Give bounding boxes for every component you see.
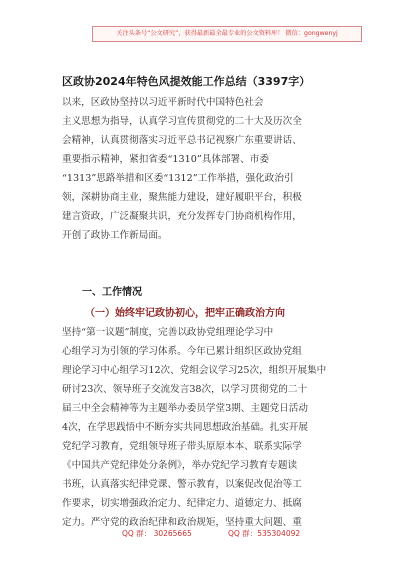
footer-qq-group-right: QQ 群：535304092: [228, 529, 301, 538]
body-line: 党纪学习教育，党组领导班子带头原原本本、联系实际学: [62, 441, 302, 452]
intro-line: 以来，区政协坚持以习近平新时代中国特色社会: [62, 97, 264, 108]
body-line: 研讨23次、领导班子交流发言38次，以学习贯彻党的二十: [62, 384, 308, 395]
promo-banner: 关注头条号“公文研究”，获得最新最全最专业的公文资料库！ 微信：gongwenyj: [92, 26, 362, 42]
intro-line: 开创了政协工作新局面。: [62, 230, 168, 241]
section-heading: 一、工作情况: [82, 287, 142, 298]
intro-line: 会精神，认真贯彻落实习近平总书记视察广东重要讲话、: [62, 135, 302, 146]
body-line: 坚持“第一议题”制度，完善以政协党组理论学习中: [62, 327, 274, 338]
body-line: 定力。严守党的政治纪律和政治规矩，坚持重大问题、重: [62, 517, 302, 528]
body-line: 理论学习中心组学习12次、党组会议学习25次，组织开展集中: [62, 365, 327, 376]
body-line: 作要求，切实增强政治定力、纪律定力、道德定力、抵腐: [62, 498, 302, 509]
body-line: 《中国共产党纪律处分条例》，举办党纪学习教育专题读: [62, 460, 298, 471]
intro-line: 领，深耕协商主业，聚焦能力建设，建好履职平台，积极: [62, 192, 302, 203]
body-line: 届三中全会精神等为主题举办委员学堂3期、主题党日活动: [62, 403, 308, 414]
footer-qq-group-left: QQ 群： 30265665: [122, 529, 192, 538]
body-line: 4次，在学思践悟中不断夯实共同思想政治基础。扎实开展: [62, 422, 308, 433]
intro-line: 建言资政，广泛凝聚共识，充分发挥专门协商机构作用，: [62, 211, 302, 222]
intro-line: 重要指示精神，紧扣省委“1310”具体部署、市委: [62, 154, 269, 165]
document-title: 区政协2024年特色风提效能工作总结（3397字）: [62, 75, 311, 88]
subsection-heading: （一）始终牢记政协初心，把牢正确政治方向: [85, 308, 285, 319]
body-line: 心组学习为引领的学习体系。今年已累计组织区政协党组: [62, 346, 302, 357]
body-line: 书班，认真落实纪律党课、警示教育，以案促改促治等工: [62, 479, 302, 490]
intro-line: “1313”思路举措和区委“1312”工作举措，强化政治引: [62, 173, 294, 184]
intro-line: 主义思想为指导，认真学习宣传贯彻党的二十大及历次全: [62, 116, 302, 127]
